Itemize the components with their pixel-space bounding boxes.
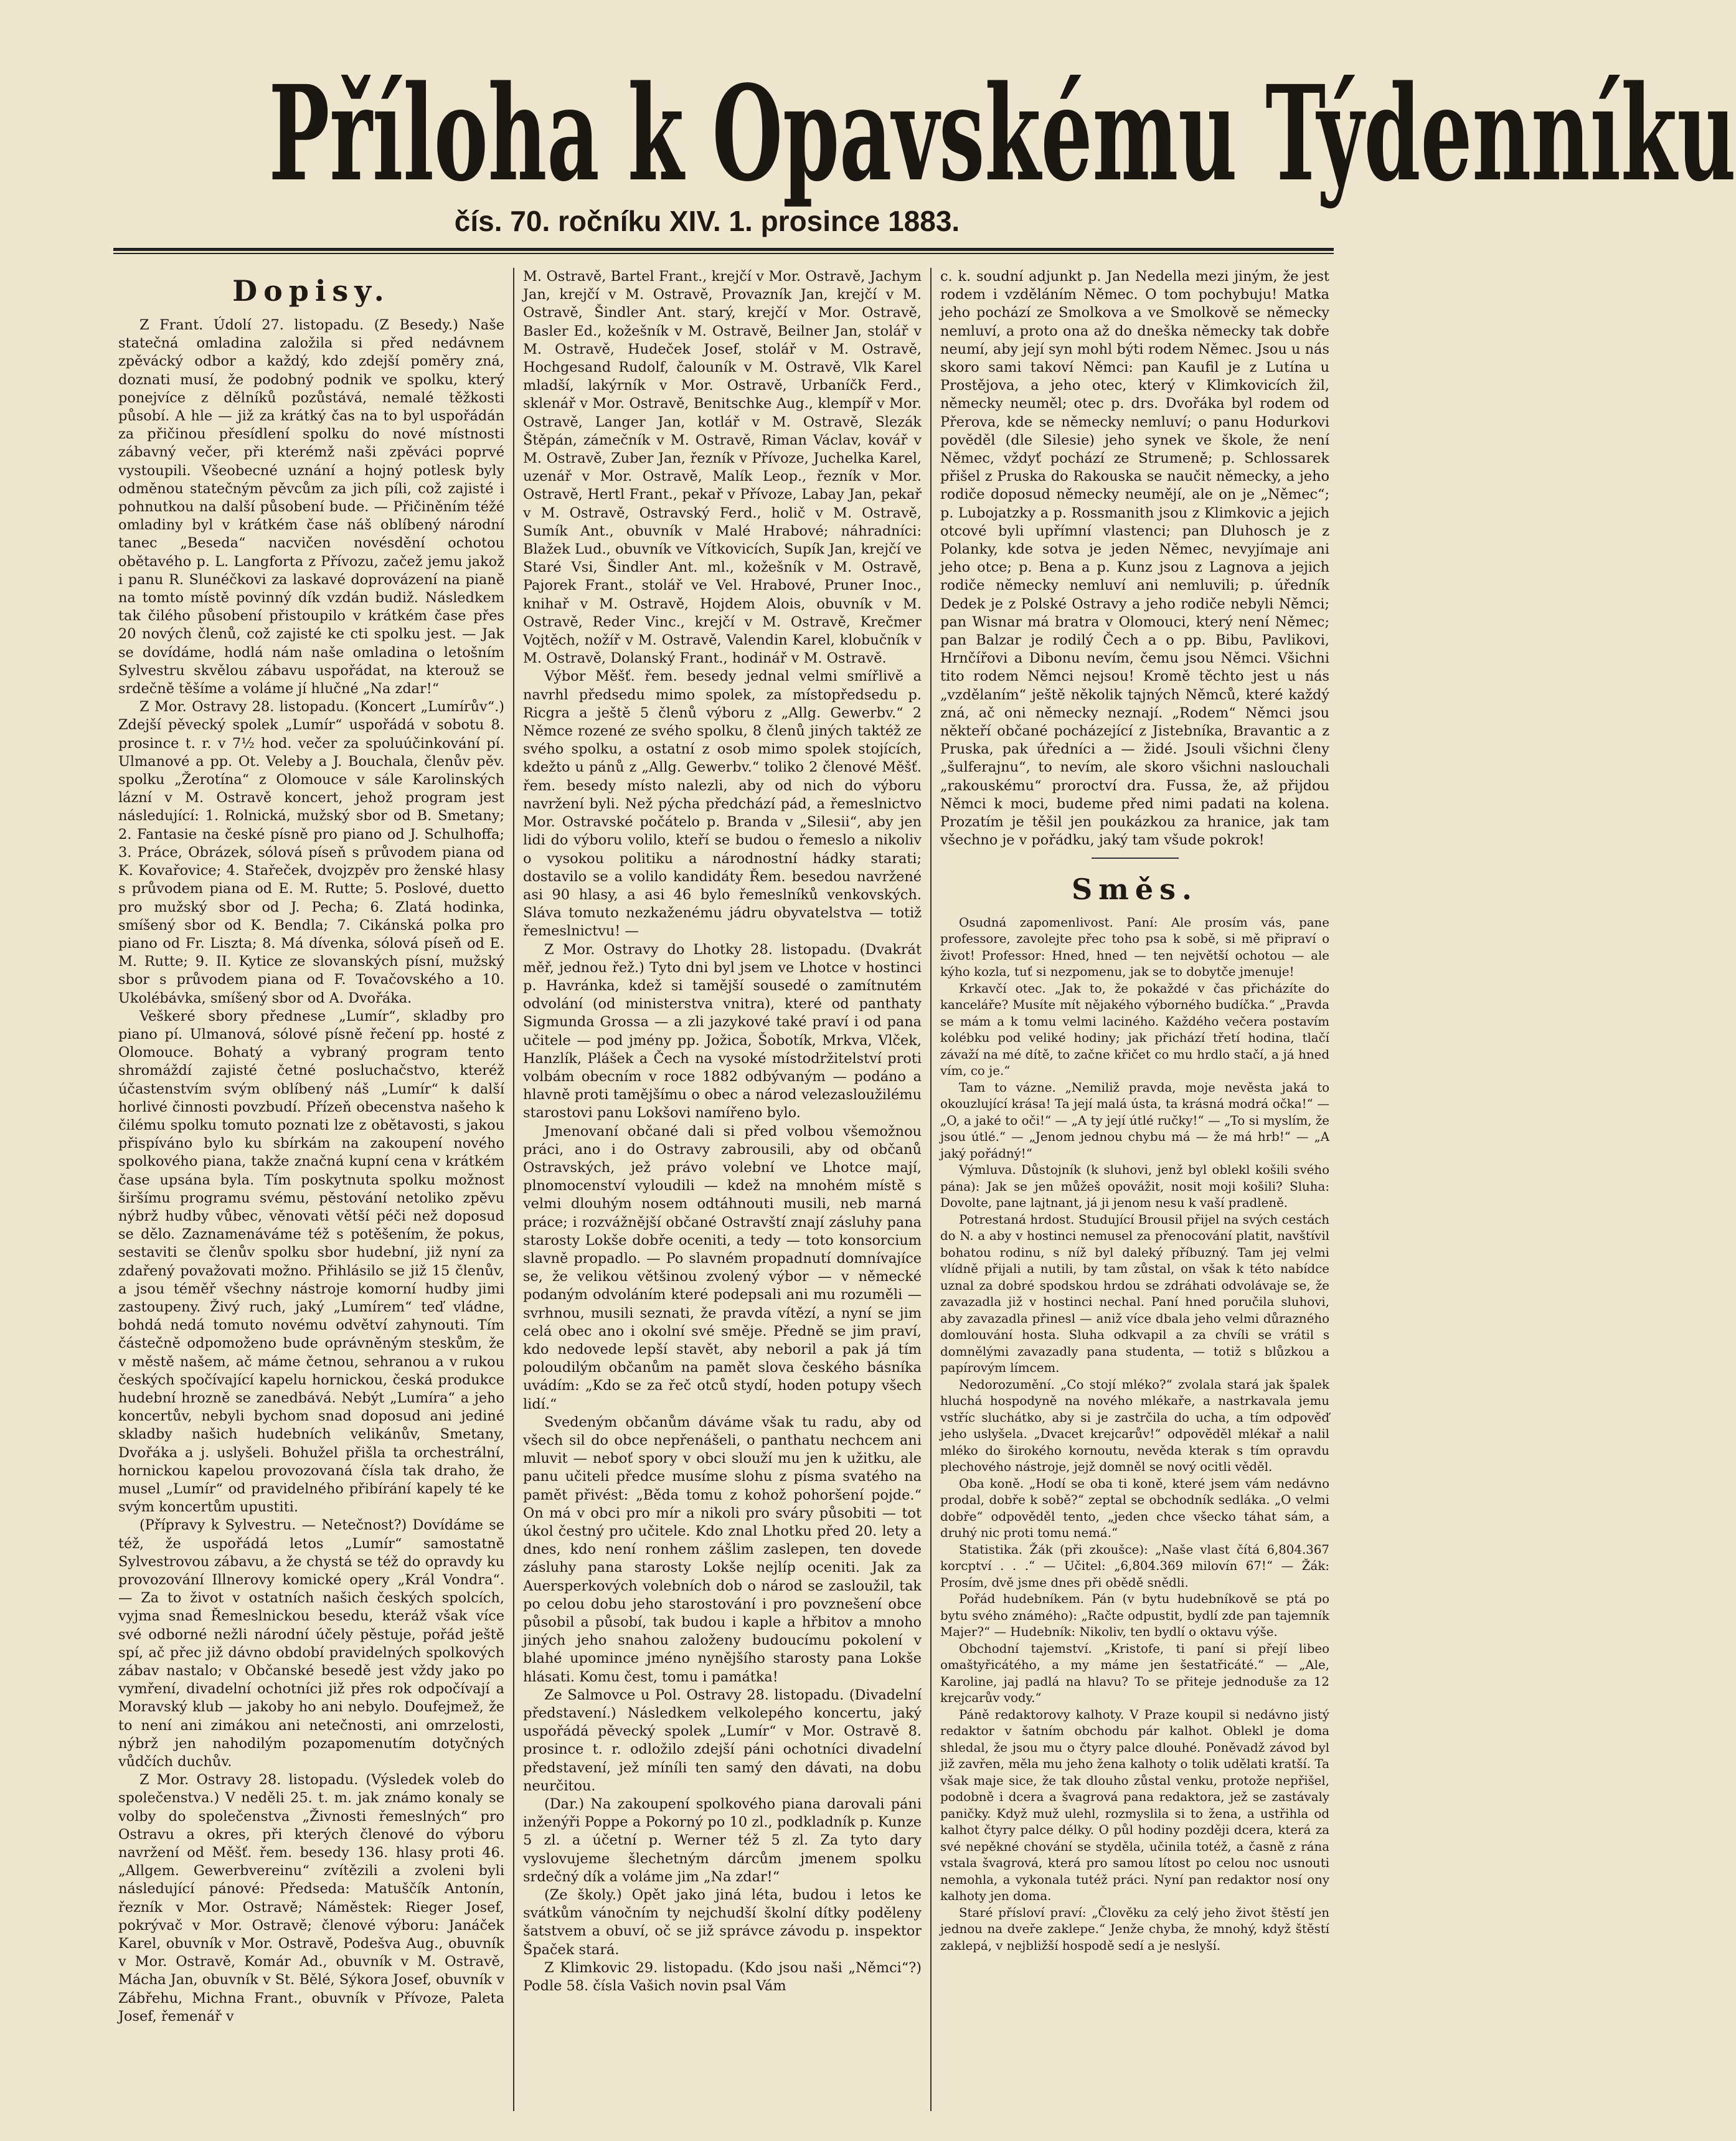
miscellany-item: Osudná zapomenlivost. Paní: Ale prosím vás, pane professore, zavolejte přec toho psa k sobě, si mě připraví o život! Professor: Hned, hned — ten největší ochotou — ale kýho kozla, tuť si nezpomenu, jak se to dobytče jmenuje! (940, 915, 1329, 979)
article-paragraph: (Ze školy.) Opět jako jiná léta, budou i letos ke svátkům vánočním ty nejchudší školní dítky poděleny šatstvem a obuví, oč se již správce závodu p. inspektor Špaček stará. (523, 1887, 922, 1958)
article-paragraph: Ze Salmovce u Pol. Ostravy 28. listopadu. (Divadelní představení.) Následkem velkolepého koncertu, jaký uspořádá pěvecký spolek „Lumír“ v Mor. Ostravě 8. prosince t. r. odložilo zdejší páni ochotníci divadelní představení, jež míníli ten samý den dávati, na dobu neurčitou. (523, 1686, 922, 1794)
miscellany-item: Statistika. Žák (při zkoušce): „Naše vlast čítá 6,804.367 korcptví . . .“ — Učitel: „6,804.369 milovín 67!“ — Žák: Prosím, dvě jsme dnes při obědě snědli. (940, 1542, 1329, 1590)
column-2 (523, 268, 922, 2111)
miscellany-item: Krkavčí otec. „Jak to, že pokaždé v čas přicházíte do kanceláře? Musíte mít nějakého výborného budíčka.“ „Pravda se mám a k tomu velmi laciného. Každého večera postavím kolébku pod veliké hodiny; jak přichází třetí hodina, tlačí závaží na mé dítě, to začne křičet co mu hrdlo stačí, a já hned vím, co je.“ (940, 981, 1329, 1078)
article-paragraph: (Přípravy k Sylvestru. — Netečnost?) Dovídáme se též, že uspořádá letos „Lumír“ samostatně Sylvestrovou zábavu, a že chystá se též do opravdy ku provozování Illnerovy komické opery „Král Vondra“. — Za to život v ostatních našich českých spolcích, vyjma snad Řemeslnickou besedu, kteráž však více své odborné nežli národní účely pěstuje, pořád ještě spí, ač přec již dávno období pravidelných spolkových zábav nastalo; v Občanské besedě jest vždy jako po vymření, divadelní ochotníci již přes rok odpočívají a Moravský klub — jakoby ho ani nebylo. Doufejmež, že to není ani zimákou ani netečnosti, ani omrzelosti, nýbrž jen nahodilým pozapomenutím dotyčných vůdčích duchův. (118, 1517, 504, 1770)
article-paragraph: Z Klimkovic 29. listopadu. (Kdo jsou naši „Němci“?) Podle 58. čísla Vašich novin psal Vám (523, 1959, 922, 1995)
article-paragraph: Z Mor. Ostravy 28. listopadu. (Výsledek voleb do společenstva.) V neděli 25. t. m. jak známo konaly se volby do společenstva „Živnosti řemeslných“ pro Ostravu a okres, při kterých členové do výboru navržení od Měšť. řem. besedy 136. hlasy proti 46. „Allgem. Gewerbvereinu“ zvítězili a zvoleni byli následující pánové: Předseda: Matuščík Antonín, řezník v Mor. Ostravě; Náměstek: Rieger Josef, pokrývač v Mor. Ostravě; členové výboru: Janáček Karel, obuvník v Mor. Ostravě, Podešva Aug., obuvník v Mor. Ostravě, Komár Ad., obuvník v M. Ostravě, Mácha Jan, obuvník v St. Bělé, Sýkora Josef, obuvník v Zábřehu, Michna Frant., obuvník v Přívoze, Paleta Josef, řemenář v (118, 1772, 504, 2025)
column-1 (118, 268, 504, 2111)
miscellany-item: Páně redaktorovy kalhoty. V Praze koupil si nedávno jistý redaktor v šatním obchodu pár kalhot. Oblekl je doma shledal, že jsou mu o čtyry palce dlouhé. Poněvadž závod byl již zavřen, měla mu jeho žena kalhoty o tolik udělati kratší. Ta však maje sice, že tak dlouho zůstal venku, protože nepřišel, podobně i dcera a švagrová pana redaktora, jež se zastávaly paničky. Když muž ulehl, rozmyslila si to žena, a ustřihla od kalhot čtyry palce délky. O půl hodiny později dcera, která za své nepěkné chování se styděla, učinila totéž, a časně z rána vstala švagrová, která pro samou lítost po celou noc usnouti nemohla, a vykonala tutéž práci. Nyní pan redaktor nosí ony kalhoty jen doma. (940, 1707, 1329, 1903)
article-paragraph: Jmenovaní občané dali si před volbou všemožnou práci, ano i do Ostravy zabrousili, aby od občanů Ostravských, jež právo volební ve Lhotce mají, plnomocenství vyloudili — kdež na mnohém místě s velmi dlouhým nosem odtáhnouti musili, neb marná práce; i rozvážnější občané Ostravští znají zásluhy pana starosty Lokše dobře oceniti, a tedy — toto konsorcium slavně propadlo. — Po slavném propadnutí domnívajíce se, že velikou většinou zvolený výbor — v německé podaným odvoláním které podepsali ani mu rozuměli — svrhnou, musili seznati, že pravda vítězí, a nyní se jim celá obec ano i okolní své směje. Předně se jim praví, kdo nedovede lepší stavět, aby neboril a pak já tím poloudilým občanům na pamět slova českého básníka uvádím: „Kdo se za řeč otců stydí, hoden potupy všech lidí.“ (523, 1123, 922, 1412)
masthead-title: Příloha k Opavskému Týdenníku (268, 57, 1736, 210)
miscellany-item: Výmluva. Důstojník (k sluhovi, jenž byl oblekl košili svého pána): Jak se jen můžeš opovážit, nosit moji košili? Sluha: Dovolte, pane lajtnant, já ji jenom nesu k vaší pradleně. (940, 1163, 1329, 1210)
article-paragraph: Veškeré sbory přednese „Lumír“, skladby pro piano pí. Ulmanová, sólové písně řečení pp. hosté z Olomouce. Bohatý a vybraný program tento shromáždí zajisté četné posluchačstvo, kteréž účastenstvím svým oblíbený náš „Lumír“ k další horlivé činnosti povzbudí. Přízeň obecenstva našeho k čilému spolku tomuto poznati lze z obětavosti, s jakou přispíváno bylo ku sbírkám na zakoupení nového spolkového piana, takže značná kupní cena v krátkém čase upsána byla. Tím poskytnuta spolku možnost širšímu programu svému, pěstování netoliko zpěvu nýbrž hudby vůbec, věnovati větší péči než doposud se dělo. Zaznamenáváme též s potěšením, že pokus, sestaviti se členův spolku sbor hudební, již nyní za zdařený považovati možno. Přihlásilo se již 15 členův, a jsou téměř všechny nástroje komorní hudby jimi zastoupeny. Živý ruch, jaký „Lumírem“ teď vládne, bohdá nedá tomuto novému odvětví zahynouti. Tím částečně odpomoženo bude oprávněným steskům, že v městě našem, ač máme četnou, sehranou a v rukou českých spočívající kapelu hornickou, česká produkce hudební hrozně se zanedbává. Nebýt „Lumíra“ a jeho koncertův, nebyli bychom snad doposud ani jediné skladby našich hudebních velikánův, Smetany, Dvořáka a j. uslyšeli. Bohužel přišla ta orchestrální, hornickou kapelou provozovaná čísla tak draho, že musel „Lumír“ od pravidelného přibírání kapely té ke svým koncertům upustiti. (118, 1008, 504, 1516)
header-rule-thin (113, 253, 1334, 254)
column-divider (930, 268, 932, 2111)
article-paragraph: Z Mor. Ostravy do Lhotky 28. listopadu. (Dvakrát měř, jednou řež.) Tyto dni byl jsem ve Lhotce v hostinci p. Havránka, kdež si tamější sousedé o zamítnutém odvolání (od ministerstva vnitra), které od panthaty Sigmunda Grossa — a zli jazykové také praví i od pana učitele — pod jmény pp. Jožica, Šobotík, Mrkva, Vlček, Hanzlík, Plášek a Čech na vysoké místodržitelství proti volbám obecním v roce 1882 odbývaným — podáno a hlavně proti tamějšímu o obec a národ velezasloužilému starostovi panu Lokšovi namířeno bylo. (523, 941, 922, 1122)
column-3 (940, 268, 1329, 2111)
section-heading-dopisy: Dopisy. (232, 274, 390, 308)
section-divider (1092, 858, 1179, 859)
article-paragraph: Z Frant. Údolí 27. listopadu. (Z Besedy.) Naše statečná omladina založila si před nedávnem zpěvácký odbor a každý, kdo zdejší poměry zná, doznati musí, že podobný podnik ve spolku, který ponejvíce z dělníků pozůstává, nemalé těžkosti působí. A hle — již za krátký čas na to byl uspořádán za přičinou přesídlení spolku do nové místnosti zábavný večer, při kterémž naši zpěváci poprvé vystoupili. Všeobecné uznání a hojný potlesk byly odměnou statečným pěvcům za jich píli, což zajisté i pohnutkou na další působení bude. — Přičiněním téžé omladiny byl v krátkém čase náš oblíbený národní tanec „Beseda“ nacvičen novésdění ochotou obětavého p. L. Langforta z Přívozu, začež jemu jakož i panu R. Slunéčkovi za laskavé doprovázení na pianě na tomto místě povinný dík vzdán budiž. Následkem tak čilého působení přistoupilo v krátkém čase přes 20 nových členů, což zajisté ke cti spolku jest. — Jak se dovídáme, hodlá nám naše omladina o letošním Sylvestru skvělou zábavu uspořádat, na kterouž se srdečně těšíme a voláme jí hlučné „Na zdar!“ (118, 317, 504, 697)
miscellany-item: Potrestaná hrdost. Studující Brousil přijel na svých cestách do N. a aby v hostinci nemusel za přenocování platit, navštívil bohatou rodinu, s níž byl daleký příbuzný. Tam jej velmi vlídně přijali a nutili, by tam zůstal, on však k této nabídce uznal za dobré spodskou hrdou se zdráhati odvolávaje se, že zavazadla již v hostinci nechal. Paní hned poručila sluhovi, aby zavazadla přinesl — aniž více dbala jeho velmi důrazného domlouvání hosta. Sluha odkvapil a za chvíli se vrátil s domnělými zavazadly pana studenta, — totiž s blůzkou a papírovým límcem. (940, 1212, 1329, 1375)
miscellany-section (940, 915, 1329, 1955)
miscellany-item: Nedorozumění. „Co stojí mléko?“ zvolala stará jak špalek hluchá hospodyně na nového mlékaře, a nastrkavala jemu vstříc sluchátko, aby si je zastrčila do ucha, a tím odpověď jeho uslyšela. „Dvacet krejcarův!“ odpověděl mlékař a nalil mléko do širokého kornoutu, nevěda kterak s tím opravdu plechového nástroje, jejž domněl se nový ocitli věděl. (940, 1377, 1329, 1474)
miscellany-item: Oba koně. „Hodí se oba ti koně, které jsem vám nedávno prodal, dobře k sobě?“ zeptal se obchodník sedláka. „O velmi dobře“ odpověděl tento, „jeden chce všecko táhat sám, a druhý nic proti tomu nemá.“ (940, 1476, 1329, 1540)
article-paragraph: Výbor Měšť. řem. besedy jednal velmi smířlivě a navrhl předsedu mimo spolek, za místopředsedu p. Ricgra a ještě 5 členů výboru z „Allg. Gewerbv.“ 2 Němce rozené ze svého spolku, 8 členů jiných taktéž ze svého spolku, a ostatní z osob mimo spolek stojících, kdežto u pánů z „Allg. Gewerbv.“ toliko 2 členové Měšť. řem. besedy místo nalezli, aby od nich do výboru navržení byli. Než pýcha předchází pád, a řemeslnictvo Mor. Ostravské počátelo p. Branda v „Silesii“, aby jen lidi do výboru volilo, kteří se budou o řemeslo a nikoliv o vysokou politiku a národnostní hádky starati; dostavilo se a volilo kandidáty Řem. besedou navržené asi 90 hlasy, a asi 46 bylo řemeslníků venkovských. Sláva tomuto nezkaženému jádru obyvatelstva — totiž řemeslnictvu! — (523, 668, 922, 940)
header-rule-thick (113, 248, 1334, 251)
article-paragraph: Svedeným občanům dáváme však tu radu, aby od všech sil do obce nepřenášeli, o panthatu nechcem ani mluvit — neboť spory v obci slouží mu jen k užitku, ale panu učiteli předce musíme slohu z písma svatého na pamět přivést: „Běda tomu z kohož pohoršení pojde.“ On má v obci pro mír a nikoli pro sváry působiti — tot úkol čestný pro učitele. Kdo znal Lhotku před 20. lety a dnes, kdo není ronhem zášlim zaslepen, ten dovede zásluhy pana starosty Lokše nejlíp oceniti. Jak za Auersperkových volebních dob o národ se zasloužil, tak po celou dobu jeho starostování i pro povznešení obce působil a působí, tak budou i kaple a hřbitov a mnoho jiných jeho snahou založeny budoucímu pokolení v blahé upomince jméno nynějšího starosty pana Lokše hlásati. Komu čest, tomu i památka! (523, 1414, 922, 1685)
article-paragraph: M. Ostravě, Bartel Frant., krejčí v Mor. Ostravě, Jachym Jan, krejčí v M. Ostravě, Provazník Jan, krejčí v M. Ostravě, Šindler Ant. starý, krejčí v Mor. Ostravě, Basler Ed., kožešník v M. Ostravě, Beilner Jan, stolář v M. Ostravě, Hudeček Josef, stolář v M. Ostravě, Hochgesand Rudolf, čalouník v M. Ostravě, Vlk Karel mladší, lakýrník v Mor. Ostravě, Urbaníčk Ferd., sklenář v Mor. Ostravě, Benitschke Aug., klempíř v Mor. Ostravě, Langer Jan, kotlář v M. Ostravě, Slezák Štěpán, zámečník v M. Ostravě, Riman Václav, kovář v M. Ostravě, Zuber Jan, řezník v Přívoze, Juchelka Karel, uzenář v Mor. Ostravě, Malík Leop., řezník v Mor. Ostravě, Hertl Frant., pekař v Přívoze, Labay Jan, pekař v M. Ostravě, Ostravský Ferd., holič v M. Ostravě, Sumík Ant., obuvník v Malé Hrabové; náhradníci: Blažek Lud., obuvník ve Vítkovicích, Supík Jan, krejčí ve Staré Vsi, Šindler Ant. ml., kožešník v M. Ostravě, Pajorek Frant., stolář ve Vel. Hrabové, Pruner Inoc., knihař v M. Ostravě, Hojdem Alois, obuvník v M. Ostravě, Reder Vinc., krejčí v M. Ostravě, Krečmer Vojtěch, nožíř v M. Ostravě, Valendin Karel, klobučník v M. Ostravě, Dolanský Frant., hodinář v M. Ostravě. (523, 268, 922, 667)
section-heading-smes: Směs. (1071, 872, 1199, 906)
article-paragraph: c. k. soudní adjunkt p. Jan Nedella mezi jiným, že jest rodem i vzděláním Němec. O tom pochybuju! Matka jeho pochází ze Smolkova a ve Smolkově se německy nemluví, a proto ona až do dneška německy tak dobře neumí, aby její syn mohl býti rodem Němec. Jsou u nás skoro sami takoví Němci: pan Kaufil je z Lutína u Prostějova, a jeho otec, který v Klimkovicích žil, německy neuměl; otec p. drs. Dvořáka byl rodem od Přerova, kde se německy nemluví; o panu Hodurkovi pověděl (dle Silesie) jeho synek ve škole, že není Němec, vždyť pochází ze Strumeně; p. Schlossarek přišel z Pruska do Rakouska se naučit německy, a jeho rodiče doposud německy neumějí, ale on je „Němec“; p. Lubojatzky a p. Rossmanith jsou z Klimkovic a jejich otcové byli upřímní vlastenci; pan Dluhosch je z Polanky, kde sotva je jeden Němec, nevyjímaje ani jeho otce; p. Bena a p. Kunz jsou z Lagnova a jejich rodiče německy nemluví ani nemluvili; p. úředník Dedek je z Polské Ostravy a jeho rodiče nebyli Němci; pan Wisnar má bratra v Olomouci, který není Němec; pan Balzar je rodilý Čech a o pp. Bibu, Pavlikovi, Hrnčířovi a Dibonu nevím, čemu jsou Němci. Všichni tito rodem Němci nejsou! Kromě těchto jest u nás „vzdělaním“ ještě několik tajných Němců, které každý zná, ač oni německy neznají. „Rodem“ Němci jsou někteří občané pocházející z Jistebníka, Bravantic a z Pruska, pak úředníci a — židé. Jsouli všichni členy „šulferajnu“, to nevím, ale skoro všichni naslouchali „rakouskému“ proroctví dra. Fussa, že, až přijdou Němci k moci, budeme před nimi padati na kolena. Prozatím je těšil jen poukázkou za hranice, jak tam všechno je v pořádku, jaký tam všude pokrok! (940, 268, 1329, 849)
column-divider (513, 268, 514, 2111)
miscellany-item: Obchodní tajemství. „Kristofe, ti paní si přejí libeo omaštyřicátého, a my máme jen šestatřicáté.“ — „Ale, Karoline, jaj padlá na hlavu? To se přiteje jednoduše za 12 krejcarův vody.“ (940, 1641, 1329, 1705)
miscellany-item: Pořád hudebníkem. Pán (v bytu hudebníkově se ptá po bytu svého známého): „Račte odpustit, bydlí zde pan tajemník Majer?“ — Hudebník: Nikoliv, ten bydlí o oktavu výše. (940, 1592, 1329, 1639)
miscellany-item: Tam to vázne. „Nemiliž pravda, moje nevěsta jaká to okouzlující krása! Ta její malá ústa, ta krásná modrá očka!“ — „O, a jaké to oči!“ — „A ty její útlé ručky!“ — „To si myslím, že jsou útlé.“ — „Jenom jednou chybu má — že má hrb!“ — „A jaký pořádný!“ (940, 1080, 1329, 1161)
issue-line: čís. 70. ročníku XIV. 1. prosince 1883. (454, 205, 960, 237)
article-paragraph: Z Mor. Ostravy 28. listopadu. (Koncert „Lumírův“.) Zdejší pěvecký spolek „Lumír“ uspořádá v sobotu 8. prosince t. r. v 7½ hod. večer za spoluúčinkování pí. Ulmanové a pp. Ot. Veleby a J. Bouchala, členův pěv. spolku „Žerotína“ z Olomouce v sále Karolinských lázní v M. Ostravě koncert, jehož program jest následující: 1. Rolnická, mužský sbor od B. Smetany; 2. Fantasie na české písně pro piano od J. Schulhoffa; 3. Práce, Obrázek, sólová píseň s průvodem piana od K. Kovařovice; 4. Stařeček, dvojzpěv pro ženské hlasy s průvodem piana od E. M. Rutte; 5. Poslové, duetto pro mužský sbor od J. Pecha; 6. Zlatá hodinka, smíšený sbor od K. Bendla; 7. Cikánská polka pro piano od Fr. Liszta; 8. Má dívenka, sólová píseň od E. M. Rutte; 9. II. Kytice ze slovanských písní, mužský sbor s průvodem piana od F. Tovačovského a 10. Ukolébávka, smíšený sbor od A. Dvořáka. (118, 699, 504, 1006)
article-paragraph: (Dar.) Na zakoupení spolkového piana darovali páni inženýři Poppe a Pokorný po 10 zl., podkladník p. Kunze 5 zl. a účetní p. Werner též 5 zl. Za tyto dary vyslovujeme šlechetným dárcům jmenem spolku srdečný dík a voláme jim „Na zdar!“ (523, 1796, 922, 1885)
miscellany-item: Staré přísloví praví: „Člověku za celý jeho život štěstí jen jednou na dveře zaklepe.“ Jenže chyba, že mnohý, když štěstí zaklepá, v nejbližší hospodě sedí a je neslyší. (940, 1905, 1329, 1953)
